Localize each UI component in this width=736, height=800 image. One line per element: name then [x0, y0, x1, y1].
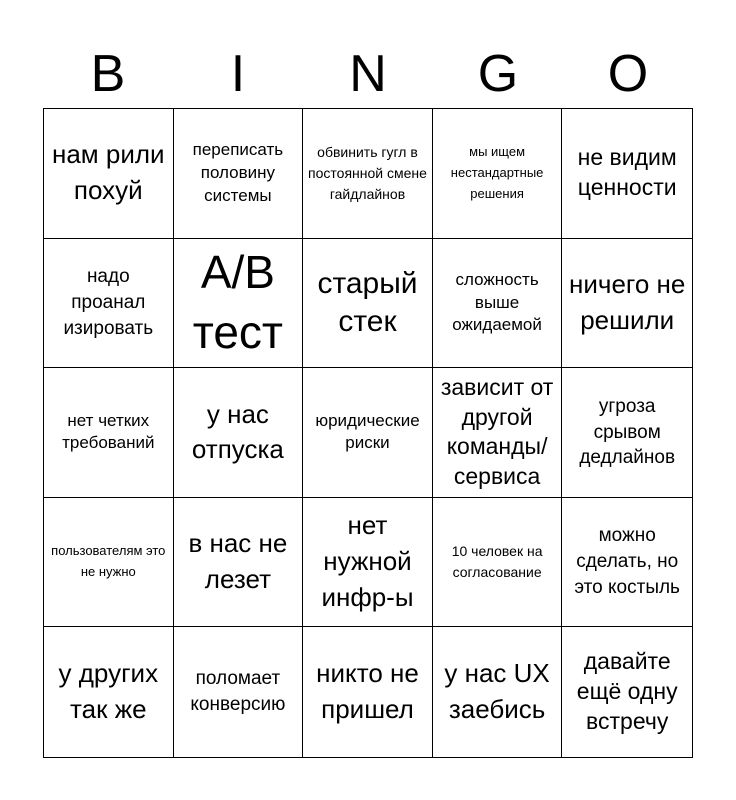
bingo-cell[interactable]: 10 человек на согласование [433, 498, 563, 628]
bingo-cell[interactable]: угроза срывом дедлайнов [562, 368, 692, 498]
bingo-cell[interactable]: обвинить гугл в постоянной смене гайдлайнов [303, 109, 433, 239]
bingo-cell[interactable]: у нас UX заебись [433, 627, 563, 757]
bingo-cell[interactable]: давайте ещё одну встречу [576, 648, 678, 735]
bingo-cell[interactable]: не видим ценности [562, 109, 692, 239]
bingo-cell[interactable]: нет четких требований [44, 368, 174, 498]
header-letter-g: G [477, 45, 519, 103]
bingo-cell[interactable]: надо проанал изировать [44, 239, 174, 369]
bingo-cell[interactable]: переписать половину системы [174, 109, 304, 239]
bingo-cell[interactable]: у нас отпуска [174, 368, 304, 498]
bingo-cell[interactable]: пользователям это не нужно [44, 498, 174, 628]
bingo-cell[interactable]: в нас не лезет [174, 498, 304, 628]
bingo-cell[interactable]: ничего не решили [562, 239, 692, 369]
bingo-cell[interactable]: старый стек [303, 239, 433, 369]
bingo-cell[interactable]: сложность выше ожидаемой [433, 239, 563, 369]
bingo-cell[interactable]: мы ищем нестандартные решения [433, 109, 563, 239]
bingo-cell[interactable]: никто не пришел [303, 627, 433, 757]
bingo-cell[interactable]: нет нужной инфр-ы [303, 498, 433, 628]
bingo-cell[interactable]: A/B тест [174, 239, 304, 369]
bingo-header [43, 40, 693, 108]
bingo-cell[interactable]: у других так же [44, 627, 174, 757]
header-letter-o: O [607, 45, 649, 103]
header-letter-i: I [230, 45, 246, 103]
bingo-cell[interactable]: нам рили похуй [44, 109, 174, 239]
bingo-cell[interactable]: юридические риски [303, 368, 433, 498]
bingo-grid [43, 108, 693, 758]
header-letter-b: B [90, 45, 126, 103]
header-letter-n: N [349, 45, 387, 103]
bingo-cell[interactable]: можно сделать, но это костыль [562, 498, 692, 628]
bingo-cell[interactable]: зависит от другой команды/ сервиса [433, 368, 563, 498]
bingo-cell[interactable]: поломает конверсию [174, 627, 304, 757]
